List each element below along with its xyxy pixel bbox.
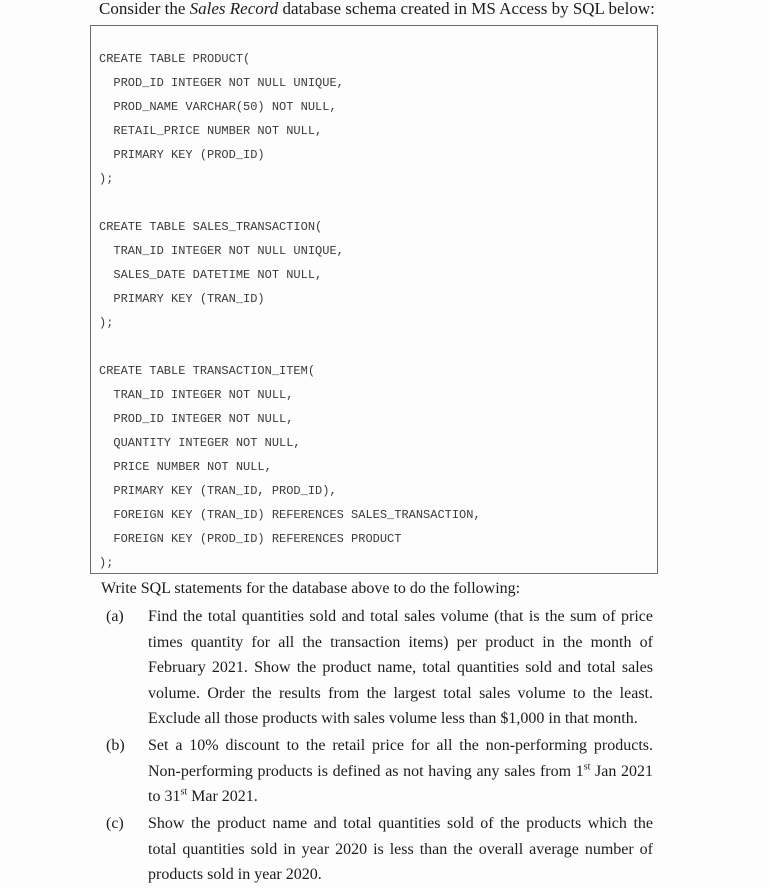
- question-b-text: [148, 733, 653, 810]
- intro-text-before: Consider the: [99, 0, 190, 18]
- code-line: CREATE TABLE TRANSACTION_ITEM(: [99, 364, 316, 378]
- question-b-text-part: Set a 10% discount to the retail price for all the non-performing products. Non-performing products is defined as not having any sales from 1: [148, 737, 653, 780]
- question-b-text-part: Mar 2021.: [187, 788, 258, 806]
- questions-intro: Write SQL statements for the database above to do the following:: [101, 580, 521, 597]
- question-b-label: (b): [106, 737, 125, 754]
- code-line: FOREIGN KEY (PROD_ID) REFERENCES PRODUCT: [99, 532, 402, 546]
- question-a-label: (a): [106, 608, 124, 625]
- code-line: PRIMARY KEY (PROD_ID): [99, 148, 265, 162]
- code-line: );: [99, 316, 114, 330]
- code-line: PROD_ID INTEGER NOT NULL UNIQUE,: [99, 76, 344, 90]
- code-line: TRAN_ID INTEGER NOT NULL,: [99, 388, 294, 402]
- question-a-text: Find the total quantities sold and total sales volume (that is the sum of price times quantity for all the transaction items) per product in the month of February 2021. Show the product name, total quantities sold and total sales volume. Order the results from the largest total sales volume to the least. Exclude all those products with sales volume less than $1,000 in that month.: [148, 608, 653, 728]
- code-line: CREATE TABLE SALES_TRANSACTION(: [99, 220, 323, 234]
- code-line: RETAIL_PRICE NUMBER NOT NULL,: [99, 124, 323, 138]
- code-line: FOREIGN KEY (TRAN_ID) REFERENCES SALES_TRANSACTION,: [99, 508, 481, 522]
- code-line: QUANTITY INTEGER NOT NULL,: [99, 436, 301, 450]
- ordinal-suffix: st: [583, 761, 591, 773]
- code-line: PROD_ID INTEGER NOT NULL,: [99, 412, 294, 426]
- code-line: );: [99, 172, 114, 186]
- code-line: CREATE TABLE PRODUCT(: [99, 52, 251, 66]
- code-line: PRIMARY KEY (TRAN_ID): [99, 292, 265, 306]
- code-line: SALES_DATE DATETIME NOT NULL,: [99, 268, 323, 282]
- question-c-text: Show the product name and total quantities sold of the products which the total quantities sold in year 2020 is less than the overall average number of products sold in year 2020.: [148, 815, 653, 884]
- code-line: );: [99, 556, 114, 570]
- code-line: PROD_NAME VARCHAR(50) NOT NULL,: [99, 100, 337, 114]
- question-c-label: (c): [106, 815, 124, 832]
- intro-text-after: database schema created in MS Access by SQL below:: [278, 0, 655, 18]
- code-line: PRICE NUMBER NOT NULL,: [99, 460, 272, 474]
- question-b-text-part: Jan 2021 to 31: [148, 762, 654, 806]
- code-line: PRIMARY KEY (TRAN_ID, PROD_ID),: [99, 484, 337, 498]
- sql-schema-box: [90, 25, 658, 574]
- code-line: TRAN_ID INTEGER NOT NULL UNIQUE,: [99, 244, 344, 258]
- intro-database-name: Sales Record: [189, 0, 279, 18]
- intro-paragraph: [99, 0, 655, 20]
- ordinal-suffix: st: [180, 786, 188, 798]
